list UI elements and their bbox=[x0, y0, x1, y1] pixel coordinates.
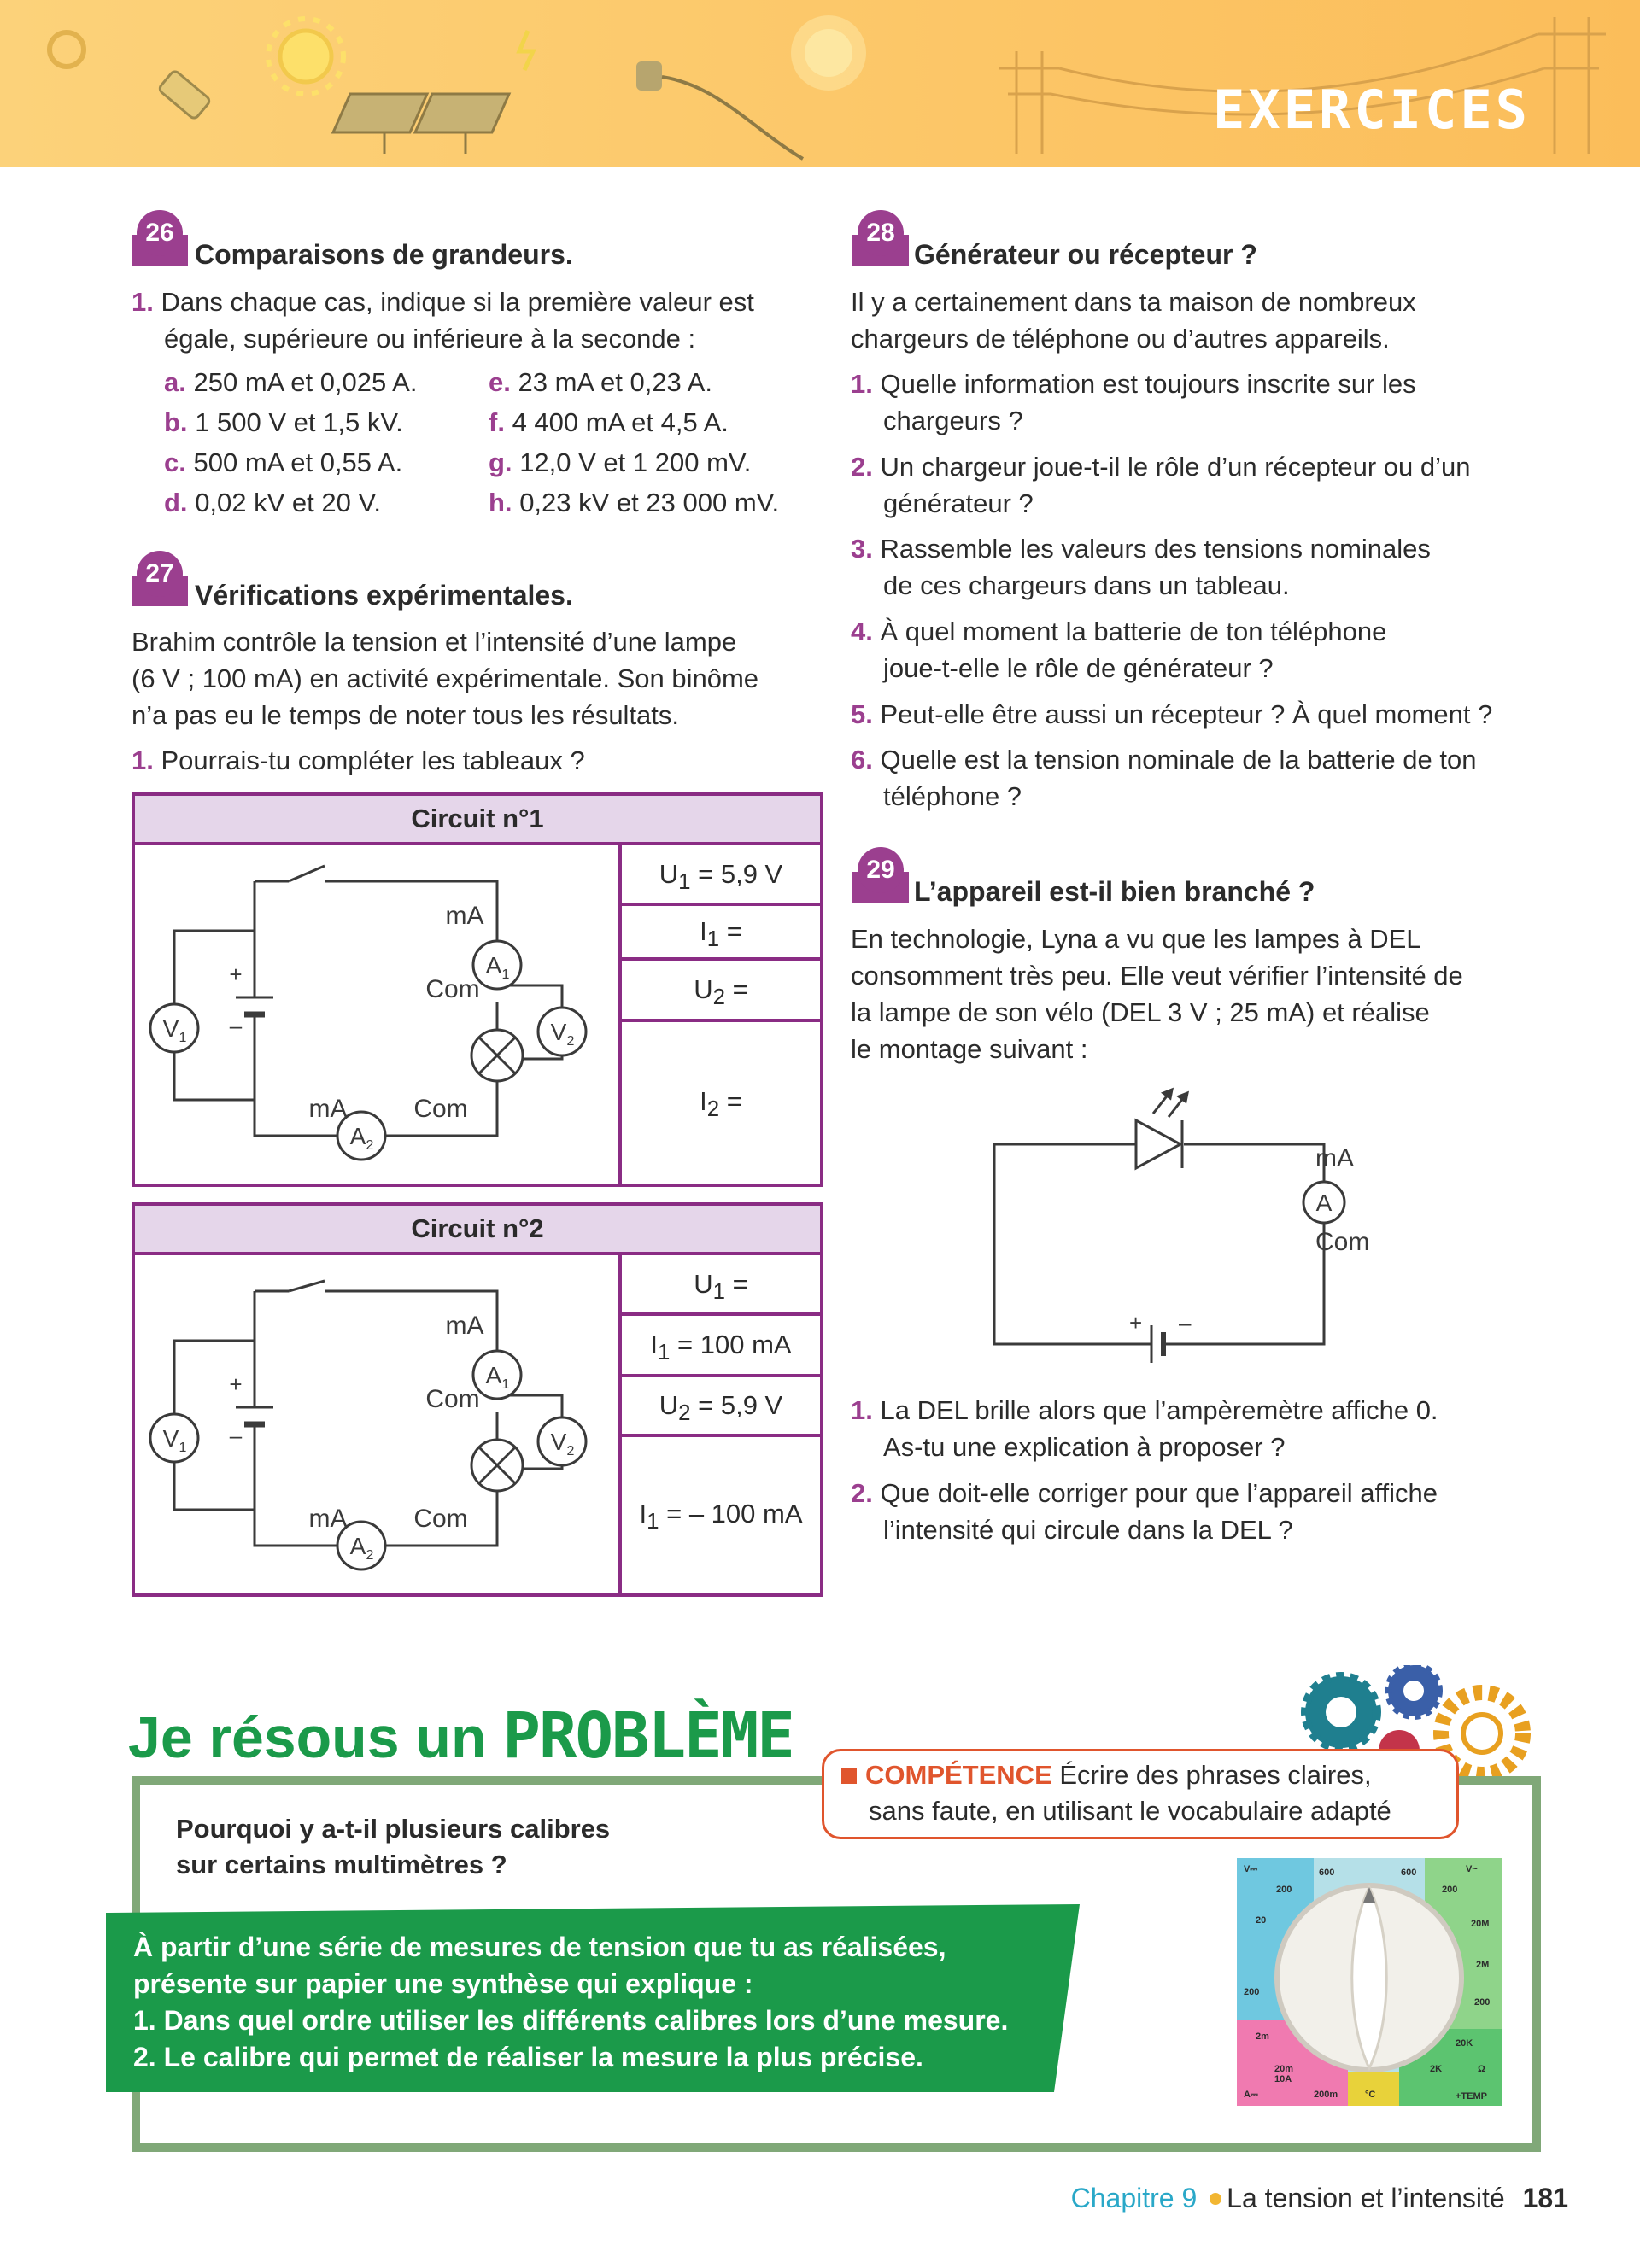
question-line: chargeurs ? bbox=[883, 406, 1023, 435]
question-line: 3. Rassemble les valeurs des tensions nominales bbox=[851, 534, 1431, 564]
dial-label: 20K bbox=[1456, 2038, 1473, 2049]
page-footer bbox=[1071, 2183, 1568, 2214]
competence-line: sans faute, en utilisant le vocabulaire adapté bbox=[869, 1796, 1391, 1826]
list-item: f. 4 400 mA et 4,5 A. bbox=[489, 407, 729, 437]
lightbulb-icon bbox=[791, 15, 866, 91]
label-subscript: 2 bbox=[366, 1548, 374, 1563]
label-subscript: 2 bbox=[566, 1444, 575, 1458]
circuit-diagram-2 bbox=[135, 1255, 618, 1590]
table-title: Circuit n°2 bbox=[135, 1206, 820, 1255]
question-line: 2. Que doit-elle corriger pour que l’appareil affiche bbox=[851, 1478, 1438, 1508]
voltmeter-v1-label: V bbox=[162, 1015, 179, 1042]
values-column bbox=[618, 1255, 820, 1593]
list-item: g. 12,0 V et 1 200 mV. bbox=[489, 447, 752, 477]
label-plus: + bbox=[1129, 1310, 1143, 1336]
label-ma: mA bbox=[308, 1095, 348, 1123]
dial-label: 2M bbox=[1476, 1960, 1490, 1970]
task-line: présente sur papier une synthèse qui explique : bbox=[133, 1968, 753, 1999]
list-item: d. 0,02 kV et 20 V. bbox=[164, 488, 381, 517]
problem-question-line: Pourquoi y a-t-il plusieurs calibres bbox=[176, 1814, 611, 1844]
label-com: Com bbox=[413, 1505, 468, 1533]
question-line: 1. Pourrais-tu compléter les tableaux ? bbox=[132, 745, 585, 775]
question-line: 1. La DEL brille alors que l’ampèremètre affiche 0. bbox=[851, 1395, 1438, 1425]
ammeter-a1-label: A bbox=[485, 952, 502, 979]
question-line: 1. Quelle information est toujours inscrite sur les bbox=[851, 369, 1416, 399]
question-line: égale, supérieure ou inférieure à la seconde : bbox=[164, 324, 696, 354]
footer-title: La tension et l’intensité bbox=[1227, 2183, 1505, 2213]
question-line: joue-t-elle le rôle de générateur ? bbox=[883, 653, 1274, 683]
competence-line: COMPÉTENCE Écrire des phrases claires, bbox=[841, 1757, 1372, 1794]
label-plus: + bbox=[229, 1371, 243, 1397]
label-subscript: 2 bbox=[366, 1138, 374, 1153]
question-line: de ces chargeurs dans un tableau. bbox=[883, 570, 1290, 600]
paragraph-line: En technologie, Lyna a vu que les lampes à DEL bbox=[851, 924, 1421, 954]
dial-label: 600 bbox=[1401, 1868, 1417, 1878]
question-line: 5. Peut-elle être aussi un récepteur ? À quel moment ? bbox=[851, 699, 1493, 729]
paragraph-line: consomment très peu. Elle veut vérifier l’intensité de bbox=[851, 961, 1463, 991]
dial-label: 20M bbox=[1471, 1919, 1490, 1929]
page-number: 181 bbox=[1522, 2183, 1568, 2213]
value-cell: $I_1 = 100$ mA bbox=[622, 1316, 820, 1377]
label-com: Com bbox=[425, 1385, 480, 1413]
paragraph-line: (6 V ; 100 mA) en activité expérimentale. Son binôme bbox=[132, 663, 759, 693]
question-line: 4. À quel moment la batterie de ton téléphone bbox=[851, 617, 1387, 646]
label-com: Com bbox=[425, 975, 480, 1003]
list-item: e. 23 mA et 0,23 A. bbox=[489, 367, 712, 397]
label-ma: mA bbox=[445, 1312, 484, 1340]
question-line: l’intensité qui circule dans la DEL ? bbox=[883, 1515, 1293, 1545]
solar-panel-icon bbox=[333, 94, 509, 154]
dial-label: V~ bbox=[1466, 1864, 1478, 1874]
question-line: générateur ? bbox=[883, 488, 1034, 518]
value-cell: $I_2$ = bbox=[700, 1086, 742, 1122]
circuit-table-2 bbox=[132, 1202, 823, 1597]
voltmeter-v1-label: V bbox=[162, 1425, 179, 1452]
power-icon bbox=[50, 32, 84, 67]
multimeter-image bbox=[1237, 1858, 1502, 2106]
label-com: Com bbox=[413, 1095, 468, 1123]
dial-label: 200m bbox=[1314, 2090, 1338, 2100]
value-cell: $U_1$ = bbox=[622, 1255, 820, 1316]
values-column bbox=[618, 845, 820, 1184]
label-plus: + bbox=[229, 962, 243, 987]
label-minus: – bbox=[229, 1013, 243, 1038]
label-com: Com bbox=[1315, 1228, 1370, 1256]
problem-question-line: sur certains multimètres ? bbox=[176, 1850, 507, 1879]
question-line: 1. Dans chaque cas, indique si la première valeur est bbox=[132, 287, 754, 317]
paragraph-line: Brahim contrôle la tension et l’intensité d’une lampe bbox=[132, 627, 737, 657]
dial-label: 200 bbox=[1276, 1885, 1292, 1895]
list-item: c. 500 mA et 0,55 A. bbox=[164, 447, 403, 477]
paragraph-line: Il y a certainement dans ta maison de nombreux bbox=[851, 287, 1416, 317]
label-ma: mA bbox=[1315, 1144, 1354, 1172]
value-cell: $U_2 = 5,9$ V bbox=[622, 1377, 820, 1437]
paragraph-line: la lampe de son vélo (DEL 3 V ; 25 mA) et réalise bbox=[851, 997, 1430, 1027]
list-item: b. 1 500 V et 1,5 kV. bbox=[164, 407, 403, 437]
dial-label: +TEMP bbox=[1456, 2091, 1487, 2101]
task-line: 2. Le calibre qui permet de réaliser la mesure la plus précise. bbox=[133, 2042, 923, 2072]
paragraph-line: chargeurs de téléphone ou d’autres appareils. bbox=[851, 324, 1390, 354]
dial-label: 200 bbox=[1244, 1987, 1260, 1997]
label-subscript: 1 bbox=[179, 1441, 187, 1455]
dial-label: 200 bbox=[1474, 1997, 1491, 2008]
question-line: 6. Quelle est la tension nominale de la batterie de ton bbox=[851, 745, 1477, 775]
label-ma: mA bbox=[445, 902, 484, 930]
ammeter-a1-label: A bbox=[485, 1362, 502, 1388]
ammeter-a2-label: A bbox=[349, 1123, 366, 1149]
dial-label: 2m bbox=[1256, 2031, 1269, 2042]
problem-heading: Je résous un PROBLÈME bbox=[128, 1699, 794, 1773]
dial-label: 20 bbox=[1256, 1915, 1267, 1926]
exercise-title: Vérifications expérimentales. bbox=[195, 580, 573, 611]
dial-label: V⎓ bbox=[1244, 1864, 1258, 1874]
exercise-number: 28 bbox=[858, 210, 904, 256]
dial-label: 600 bbox=[1319, 1868, 1335, 1878]
list-item: a. 250 mA et 0,025 A. bbox=[164, 367, 418, 397]
dial-label: 200 bbox=[1442, 1885, 1458, 1895]
task-line: À partir d’une série de mesures de tension que tu as réalisées, bbox=[133, 1932, 946, 1962]
circuit-diagram-1 bbox=[135, 845, 618, 1180]
label-ma: mA bbox=[308, 1505, 348, 1533]
light-rays-icon bbox=[1153, 1090, 1187, 1117]
dial-label: °C bbox=[1365, 2090, 1376, 2100]
bullet-dot-icon bbox=[1210, 2193, 1221, 2205]
value-cell: $U_2$ = bbox=[622, 961, 820, 1022]
label-subscript: 1 bbox=[179, 1031, 187, 1045]
label-subscript: 1 bbox=[501, 1377, 510, 1392]
lightning-icon bbox=[519, 31, 533, 70]
question-line: téléphone ? bbox=[883, 781, 1022, 811]
ammeter-a2-label: A bbox=[349, 1533, 366, 1559]
exercise-number: 29 bbox=[858, 847, 904, 893]
table-title: Circuit n°1 bbox=[135, 796, 820, 845]
question-line: 2. Un chargeur joue-t-il le rôle d’un récepteur ou d’un bbox=[851, 452, 1471, 482]
exercise-title: L’appareil est-il bien branché ? bbox=[914, 876, 1315, 907]
dial-label: A⎓ bbox=[1244, 2090, 1258, 2100]
dial-label: 10A bbox=[1274, 2074, 1292, 2084]
task-line: 1. Dans quel ordre utiliser les différents calibres lors d’une mesure. bbox=[133, 2005, 1009, 2036]
paragraph-line: le montage suivant : bbox=[851, 1034, 1088, 1064]
label-minus: – bbox=[1179, 1310, 1192, 1336]
competence-box bbox=[822, 1749, 1459, 1839]
section-title: EXERCICES bbox=[1213, 79, 1531, 141]
paragraph-line: n’a pas eu le temps de noter tous les résultats. bbox=[132, 700, 680, 730]
footer-chapter: Chapitre 9 bbox=[1070, 2183, 1198, 2213]
list-item: h. 0,23 kV et 23 000 mV. bbox=[489, 488, 780, 517]
battery-icon bbox=[158, 70, 211, 120]
exercise-title: Comparaisons de grandeurs. bbox=[195, 239, 573, 270]
exercise-number: 26 bbox=[137, 210, 183, 256]
value-cell: $I_1$ = – 100 mA bbox=[639, 1499, 803, 1534]
page-header bbox=[0, 0, 1640, 167]
voltmeter-v2-label: V bbox=[550, 1429, 567, 1455]
ammeter-label: A bbox=[1315, 1190, 1332, 1216]
led-circuit-diagram bbox=[982, 1078, 1512, 1385]
label-subscript: 2 bbox=[566, 1034, 575, 1049]
square-bullet-icon bbox=[841, 1768, 857, 1784]
sun-icon bbox=[268, 19, 343, 94]
voltmeter-v2-label: V bbox=[550, 1019, 567, 1045]
question-line: As-tu une explication à proposer ? bbox=[883, 1432, 1286, 1462]
dial-label: 2K bbox=[1430, 2064, 1443, 2074]
exercise-title: Générateur ou récepteur ? bbox=[914, 239, 1257, 270]
value-cell: $I_1$ = bbox=[622, 906, 820, 961]
circuit-table-1 bbox=[132, 792, 823, 1187]
plug-icon bbox=[636, 61, 803, 159]
dial-label: 20m bbox=[1274, 2064, 1294, 2074]
label-subscript: 1 bbox=[501, 967, 510, 982]
value-cell: $U_1 = 5,9$ V bbox=[622, 845, 820, 906]
exercise-number: 27 bbox=[137, 551, 183, 597]
label-minus: – bbox=[229, 1423, 243, 1448]
dial-label: Ω bbox=[1478, 2064, 1485, 2074]
